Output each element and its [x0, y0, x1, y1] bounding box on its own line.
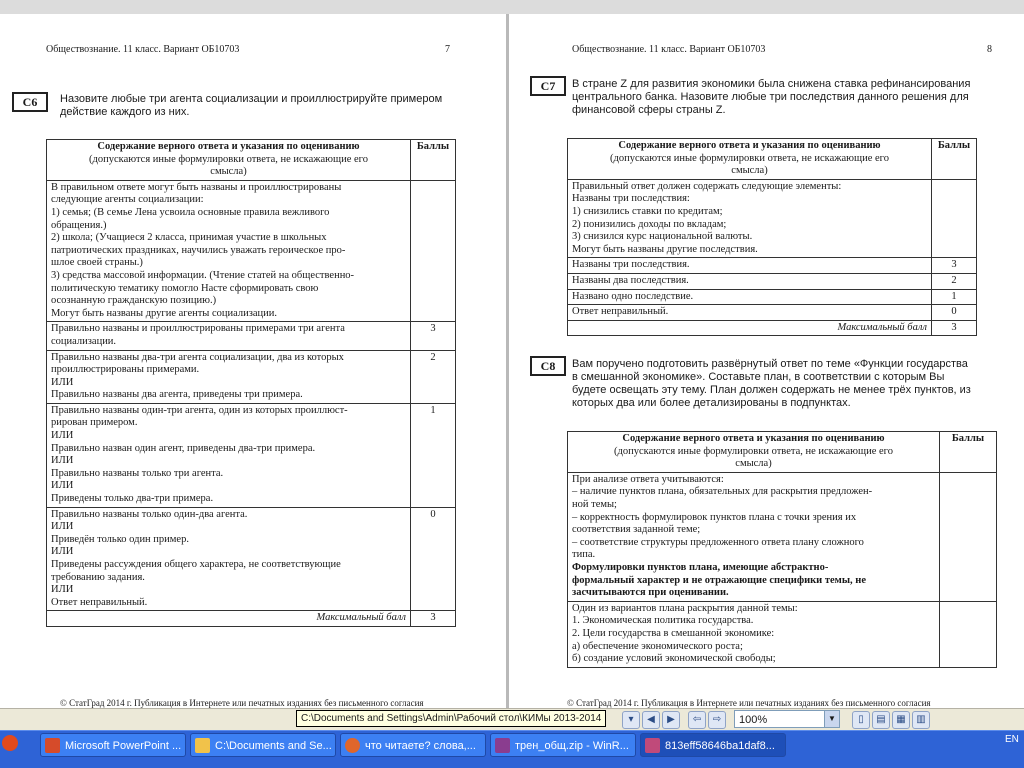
answer-table [567, 431, 997, 668]
document-page-left [0, 14, 506, 708]
folder-icon [195, 738, 210, 753]
page-header: Обществознание. 11 класс. Вариант ОБ10703 [46, 44, 240, 55]
table-header: Содержание верного ответа и указания по оцениванию (допускаются иные формулировки ответа, не искажающие его смысла) [568, 139, 932, 180]
table-header: Содержание верного ответа и указания по оцениванию (допускаются иные формулировки ответа, не искажающие его смысла) [47, 140, 411, 181]
winrar-icon [495, 738, 510, 753]
page-footer: © СтатГрад 2014 г. Публикация в Интернете или печатных изданиях без письменного согласия [60, 698, 424, 708]
table-header-score: Баллы [932, 139, 977, 180]
path-tooltip: C:\Documents and Settings\Admin\Рабочий стол\КИМы 2013-2014 [296, 710, 606, 727]
previous-page-icon[interactable]: ⇦ [688, 711, 706, 729]
table-row: Названо одно последствие. 1 [568, 289, 977, 305]
table-max-row: Максимальный балл 3 [568, 320, 977, 336]
table-row: Правильно названы два-три агента социализации, два из которых проиллюстрированы примерами. ИЛИ Правильно названы два агента, приведены три примера. 2 [47, 350, 456, 403]
table-row: Правильно названы один-три агента, один из которых проиллюст- рирован примером. ИЛИ Правильно назван один агент, приведены два-три примера. ИЛИ Правильно названы только три агента. ИЛИ Приведены только два-три примера. 1 [47, 403, 456, 507]
question-text: Назовите любые три агента социализации и проиллюстрируйте примером действие каждого из них. [60, 93, 443, 118]
table-row: Правильно названы и проиллюстрированы примерами три агента социализации. 3 [47, 322, 456, 350]
taskbar-item-document[interactable]: 813eff58646ba1daf8... [640, 733, 786, 757]
document-page-right [509, 14, 1024, 708]
facing-pages-icon[interactable]: ▦ [892, 711, 910, 729]
taskbar-item-folder[interactable]: C:\Documents and Se... [190, 733, 336, 757]
taskbar-item-winrar[interactable]: трен_общ.zip - WinR... [490, 733, 636, 757]
powerpoint-icon [45, 738, 60, 753]
browser-icon[interactable] [2, 735, 18, 751]
table-header-score: Баллы [940, 432, 997, 473]
continuous-view-icon[interactable]: ▤ [872, 711, 890, 729]
table-row: При анализе ответа учитываются: – наличие пунктов плана, обязательных для раскрытия предложен- ной темы; – корректность формулировок пунктов плана с точки зрения их соответствия заданной теме; – соответствие структуры предложенного ответа плану сложного типа. Формулировки пунктов плана, имеющие абстрактно- формальный характер и не отражающие специфики темы, не засчитываются при оценивании. [568, 472, 997, 601]
page-footer: © СтатГрад 2014 г. Публикация в Интернете или печатных изданиях без письменного согласия [567, 698, 931, 708]
taskbar-item-browser[interactable]: что читаете? слова,... [340, 733, 486, 757]
chevron-down-icon[interactable]: ▼ [824, 711, 839, 727]
table-header: Содержание верного ответа и указания по оцениванию (допускаются иные формулировки ответа, не искажающие его смысла) [568, 432, 940, 473]
table-row: Ответ неправильный. 0 [568, 305, 977, 321]
taskbar-item-powerpoint[interactable]: Microsoft PowerPoint ... [40, 733, 186, 757]
answer-table [567, 138, 977, 336]
dropdown-arrow-icon[interactable]: ▾ [622, 711, 640, 729]
firefox-icon [345, 738, 360, 753]
table-row: Один из вариантов плана раскрытия данной темы: 1. Экономическая политика государства. 2. Цели государства в смешанной экономике: а) обеспечение экономического роста; б) создание условий экономической свободы; [568, 601, 997, 667]
table-max-row: Максимальный балл 3 [47, 611, 456, 627]
next-page-icon[interactable]: ⇨ [708, 711, 726, 729]
question-label: С6 [12, 92, 48, 112]
table-row: Правильно названы только один-два агента. ИЛИ Приведён только один пример. ИЛИ Приведены рассуждения общего характера, не соответствующие требованию задания. ИЛИ Ответ неправильный. 0 [47, 507, 456, 611]
window-top-strip [0, 0, 1024, 15]
document-icon [645, 738, 660, 753]
question-label: С8 [530, 356, 566, 376]
question-label: С7 [530, 76, 566, 96]
table-header-score: Баллы [411, 140, 456, 181]
table-row: Названы два последствия. 2 [568, 273, 977, 289]
question-text: Вам поручено подготовить развёрнутый ответ по теме «Функции государства в смешанной экономике». Составьте план, в соответствии с которым Вы будете освещать эту тему. План должен содержать не менее трёх пунктов, из которых два или более детализированы в подпунктах. [572, 358, 971, 409]
page-number: 8 [987, 44, 992, 55]
question-text: В стране Z для развития экономики была снижена ставка рефинансирования центрального банка. Назовите любые три последствия данного решения для финансовой сферы страны Z. [572, 78, 971, 116]
page-header: Обществознание. 11 класс. Вариант ОБ10703 [572, 44, 766, 55]
back-icon[interactable]: ◀ [642, 711, 660, 729]
table-row: Правильный ответ должен содержать следующие элементы: Названы три последствия: 1) снизились ставки по кредитам; 2) понизились доходы по вкладам; 3) снизился курс национальной валюты. Могут быть названы другие последствия. [568, 179, 977, 258]
forward-icon[interactable]: ▶ [662, 711, 680, 729]
thumbnails-icon[interactable]: ▥ [912, 711, 930, 729]
table-row: Названы три последствия. 3 [568, 258, 977, 274]
language-indicator[interactable]: EN [1005, 734, 1019, 745]
page-number: 7 [445, 44, 450, 55]
table-row: В правильном ответе могут быть названы и проиллюстрированы следующие агенты социализации: 1) семья; (В семье Лена усвоила основные правила вежливого обращения.) 2) школа; (Учащиеся 2 класса, принимая участие в школьных патриотических праздниках, научились уважать героическое про- шлое своей страны.) 3) средства массовой информации. (Чтение статей на общественно- политическую тематику помогло Насте сформировать свою осознанную гражданскую позицию.) Могут быть названы другие агенты социализации. [47, 180, 456, 322]
zoom-select[interactable] [734, 710, 840, 728]
single-page-view-icon[interactable]: ▯ [852, 711, 870, 729]
answer-table [46, 139, 456, 627]
zoom-value: 100% [739, 714, 768, 726]
